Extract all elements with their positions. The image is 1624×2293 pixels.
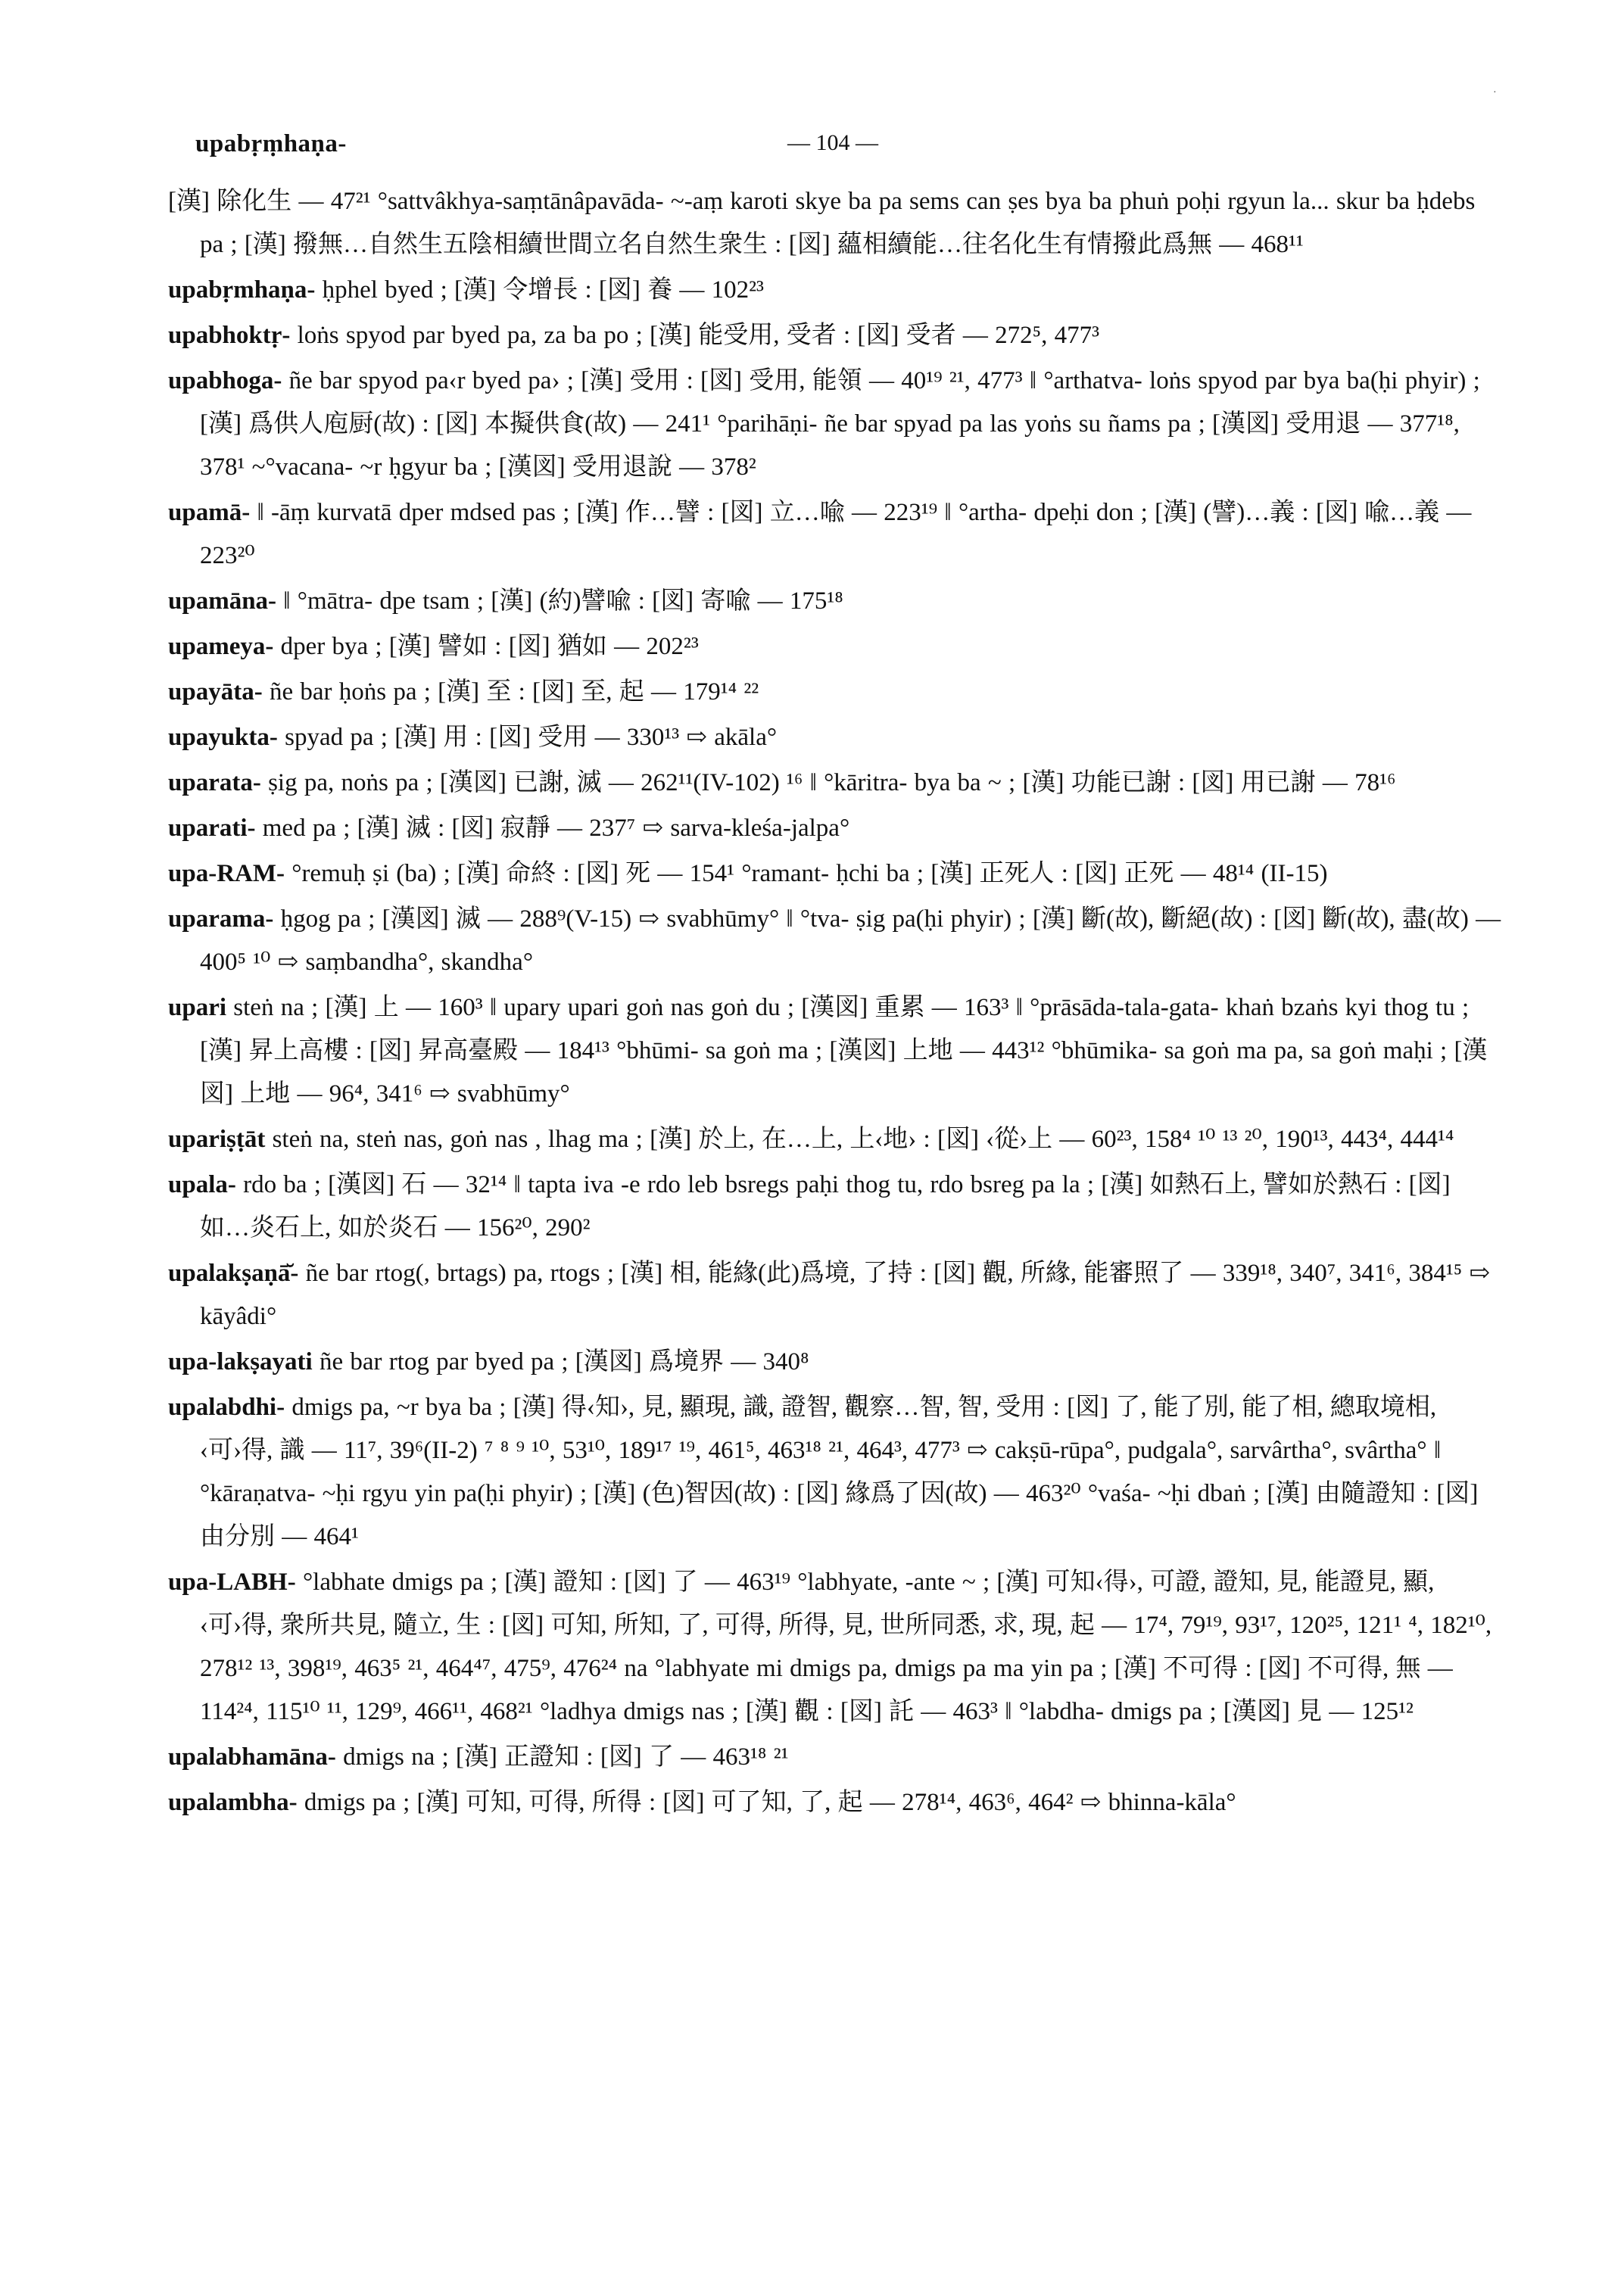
entry-body: dmigs na ; [漢] 正證知 : [図] 了 — 463¹⁸ ²¹: [343, 1743, 789, 1771]
dictionary-entry: [168, 1561, 1504, 1734]
entry-headword: upalabdhi-: [168, 1394, 285, 1421]
entry-headword: upamā-: [168, 499, 251, 526]
entry-body: ḥgog pa ; [漢図] 滅 — 288⁹(V-15) ⇨ svabhūmy° ‖ °tva- ṣig pa(ḥi phyir) ; [漢] 斷(故), 斷絕(故) : [図] 斷(故), 盡(故) — 400⁵ ¹⁰ ⇨ saṃbandha°, skandha°: [200, 905, 1501, 976]
entry-headword: upalambha-: [168, 1789, 298, 1816]
dictionary-entry: [168, 625, 1504, 668]
entry-body: rdo ba ; [漢図] 石 — 32¹⁴ ‖ tapta iva -e rdo leb bsregs paḥi thog tu, rdo bsreg pa la ; [漢] 如熱石上, 譬如於熱石 : [図] 如…炎石上, 如於炎石 — 156²⁰, 290²: [200, 1171, 1451, 1242]
corner-mark: ·: [1493, 87, 1497, 98]
dictionary-entry: [168, 1164, 1504, 1250]
dictionary-entry: [168, 1341, 1504, 1384]
dictionary-entry: [168, 491, 1504, 578]
entry-body: ‖ °mātra- dpe tsam ; [漢] (約)譬喩 : [図] 寄喩 — 175¹⁸: [283, 587, 843, 615]
entry-body: ñe bar rtog(, brtags) pa, rtogs ; [漢] 相, 能緣(此)爲境, 了持 : [図] 觀, 所緣, 能審照了 — 339¹⁸, 340⁷, 341⁶, 384¹⁵ ⇨ kāyâdi°: [200, 1260, 1491, 1330]
dictionary-entry: [168, 1386, 1504, 1559]
entry-body: ñe bar ḥoṅs pa ; [漢] 至 : [図] 至, 起 — 179¹⁴ ²²: [269, 678, 759, 706]
dictionary-entry: [168, 852, 1504, 896]
entry-headword: upayukta-: [168, 724, 278, 751]
dictionary-entry: [168, 807, 1504, 850]
entry-headword: upabhoga-: [168, 367, 282, 394]
dictionary-entry: [168, 1736, 1504, 1779]
entry-body: ñe bar rtog par byed pa ; [漢図] 爲境界 — 340⁸: [319, 1348, 809, 1375]
dictionary-entry: [168, 314, 1504, 357]
entry-body: med pa ; [漢] 滅 : [図] 寂靜 — 237⁷ ⇨ sarva-kleśa-jalpa°: [262, 815, 850, 842]
entry-body: steṅ na ; [漢] 上 — 160³ ‖ upary upari goṅ nas goṅ du ; [漢図] 重累 — 163³ ‖ °prāsāda-tala-gata- khaṅ bzaṅs kyi thog tu ; [漢] 昇上高樓 : [図] 昇高臺殿 — 184¹³ °bhūmi- sa goṅ ma ; [漢図] 上地 — 443¹² °bhūmika- sa goṅ ma pa, sa goṅ maḥi ; [漢図] 上地 — 96⁴, 341⁶ ⇨ svabhūmy°: [200, 994, 1488, 1108]
entry-headword: upariṣṭāt: [168, 1126, 266, 1153]
dictionary-entry: [168, 1781, 1504, 1824]
entry-body: dmigs pa ; [漢] 可知, 可得, 所得 : [図] 可了知, 了, 起 — 278¹⁴, 463⁶, 464² ⇨ bhinna-kāla°: [304, 1789, 1236, 1816]
entry-body: ṣig pa, noṅs pa ; [漢図] 已謝, 滅 — 262¹¹(IV-102) ¹⁶ ‖ °kāritra- bya ba ~ ; [漢] 功能已謝 : [図] 用已謝 — 78¹⁶: [268, 769, 1396, 796]
dictionary-entry: [168, 1252, 1504, 1338]
dictionary-entry: [168, 762, 1504, 805]
dictionary-entry: [168, 898, 1504, 984]
entry-body: dper bya ; [漢] 譬如 : [図] 猶如 — 202²³: [280, 633, 699, 660]
dictionary-entry: [168, 1118, 1504, 1161]
entry-body: ‖ -āṃ kurvatā dper mdsed pas ; [漢] 作…譬 : [図] 立…喩 — 223¹⁹ ‖ °artha- dpeḥi don ; [漢] (譬)…義 : [図] 喩…義 — 223²⁰: [200, 499, 1472, 569]
entry-headword: upa-LABH-: [168, 1569, 296, 1596]
dictionary-entry: [168, 986, 1504, 1116]
dictionary-entry: [168, 360, 1504, 489]
entry-headword: upala-: [168, 1171, 236, 1198]
entry-body: [漢] 除化生 — 47²¹ °sattvâkhya-saṃtānâpavāda- ~-aṃ karoti skye ba pa sems can ṣes bya ba phuṅ poḥi rgyun la... skur ba ḥdebs pa ; [漢] 撥無…自然生五陰相續世間立名自然生衆生 : [図] 蘊相續能…往名化生有情撥此爲無 — 468¹¹: [168, 188, 1476, 258]
entry-headword: uparata-: [168, 769, 261, 796]
dictionary-entries: [168, 180, 1504, 1827]
dictionary-entry: [168, 269, 1504, 312]
entry-headword: upalabhamāna-: [168, 1743, 336, 1771]
dictionary-entry: [168, 716, 1504, 759]
dictionary-entry: [168, 671, 1504, 714]
dictionary-entry: [168, 580, 1504, 623]
entry-headword: upameya-: [168, 633, 274, 660]
entry-headword: upalakṣaṇā̆-: [168, 1260, 299, 1287]
entry-headword: upamāna-: [168, 587, 277, 615]
entry-body: °remuḥ ṣi (ba) ; [漢] 命終 : [図] 死 — 154¹ °ramant- ḥchi ba ; [漢] 正死人 : [図] 正死 — 48¹⁴ (II-15): [291, 860, 1328, 887]
entry-headword: uparati-: [168, 815, 256, 842]
entry-body: °labhate dmigs pa ; [漢] 證知 : [図] 了 — 463¹⁹ °labhyate, -ante ~ ; [漢] 可知‹得›, 可證, 證知, 見, 能證見, 顯, ‹可›得, 衆所共見, 隨立, 生 : [図] 可知, 所知, 了, 可得, 所得, 見, 世所同悉, 求, 現, 起 — 17⁴, 79¹⁹, 93¹⁷, 120²⁵, 121¹ ⁴, 182¹⁰, 278¹² ¹³, 398¹⁹, 463⁵ ²¹, 464⁴⁷, 475⁹, 476²⁴ na °labhyate mi dmigs pa, dmigs pa ma yin pa ; [漢] 不可得 : [図] 不可得, 無 — 114²⁴, 115¹⁰ ¹¹, 129⁹, 466¹¹, 468²¹ °ladhya dmigs nas ; [漢] 觀 : [図] 託 — 463³ ‖ °labdha- dmigs pa ; [漢図] 見 — 125¹²: [200, 1569, 1492, 1725]
entry-body: loṅs spyod par byed pa, za ba po ; [漢] 能受用, 受者 : [図] 受者 — 272⁵, 477³: [297, 322, 1100, 349]
entry-headword: upabṛmhaṇa-: [168, 276, 316, 304]
page-header: [0, 130, 1624, 168]
entry-headword: uparama-: [168, 905, 274, 933]
entry-body: spyad pa ; [漢] 用 : [図] 受用 — 330¹³ ⇨ akāla°: [285, 724, 778, 751]
entry-headword: upabhoktṛ-: [168, 322, 291, 349]
entry-body: steṅ na, steṅ nas, goṅ nas , lhag ma ; [漢] 於上, 在…上, 上‹地› : [図] ‹從›上 — 60²³, 158⁴ ¹⁰ ¹³ ²⁰, 190¹³, 443⁴, 444¹⁴: [272, 1126, 1454, 1153]
entry-body: ñe bar spyod pa‹r byed pa› ; [漢] 受用 : [図] 受用, 能領 — 40¹⁹ ²¹, 477³ ‖ °arthatva- loṅs spyod par bya ba(ḥi phyir) ; [漢] 爲供人庖厨(故) : [図] 本擬供食(故) — 241¹ °parihāṇi- ñe bar spyad pa las yoṅs su ñams pa ; [漢図] 受用退 — 377¹⁸, 378¹ ~°vacana- ~r ḥgyur ba ; [漢図] 受用退說 — 378²: [200, 367, 1480, 481]
page-number: — 104 —: [787, 130, 878, 155]
entry-headword: upa-RAM-: [168, 860, 285, 887]
entry-body: ḥphel byed ; [漢] 令增長 : [図] 養 — 102²³: [322, 276, 764, 304]
entry-body: dmigs pa, ~r bya ba ; [漢] 得‹知›, 見, 顯現, 識, 證智, 觀察…智, 智, 受用 : [図] 了, 能了別, 能了相, 總取境相, ‹可›得, 識 — 11⁷, 39⁶(II-2) ⁷ ⁸ ⁹ ¹⁰, 53¹⁰, 189¹⁷ ¹⁹, 461⁵, 463¹⁸ ²¹, 464³, 477³ ⇨ cakṣū-rūpa°, pudgala°, sarvârtha°, svârtha° ‖ °kāraṇatva- ~ḥi rgyu yin pa(ḥi phyir) ; [漢] (色)智因(故) : [図] 緣爲了因(故) — 463²⁰ °vaśa- ~ḥi dbaṅ ; [漢] 由隨證知 : [図] 由分別 — 464¹: [200, 1394, 1479, 1550]
entry-headword: upari: [168, 994, 227, 1021]
running-head: upabṛṃhaṇa-: [195, 130, 347, 157]
entry-headword: upa-lakṣayati: [168, 1348, 313, 1375]
entry-headword: upayāta-: [168, 678, 263, 706]
dictionary-entry: [168, 180, 1504, 266]
